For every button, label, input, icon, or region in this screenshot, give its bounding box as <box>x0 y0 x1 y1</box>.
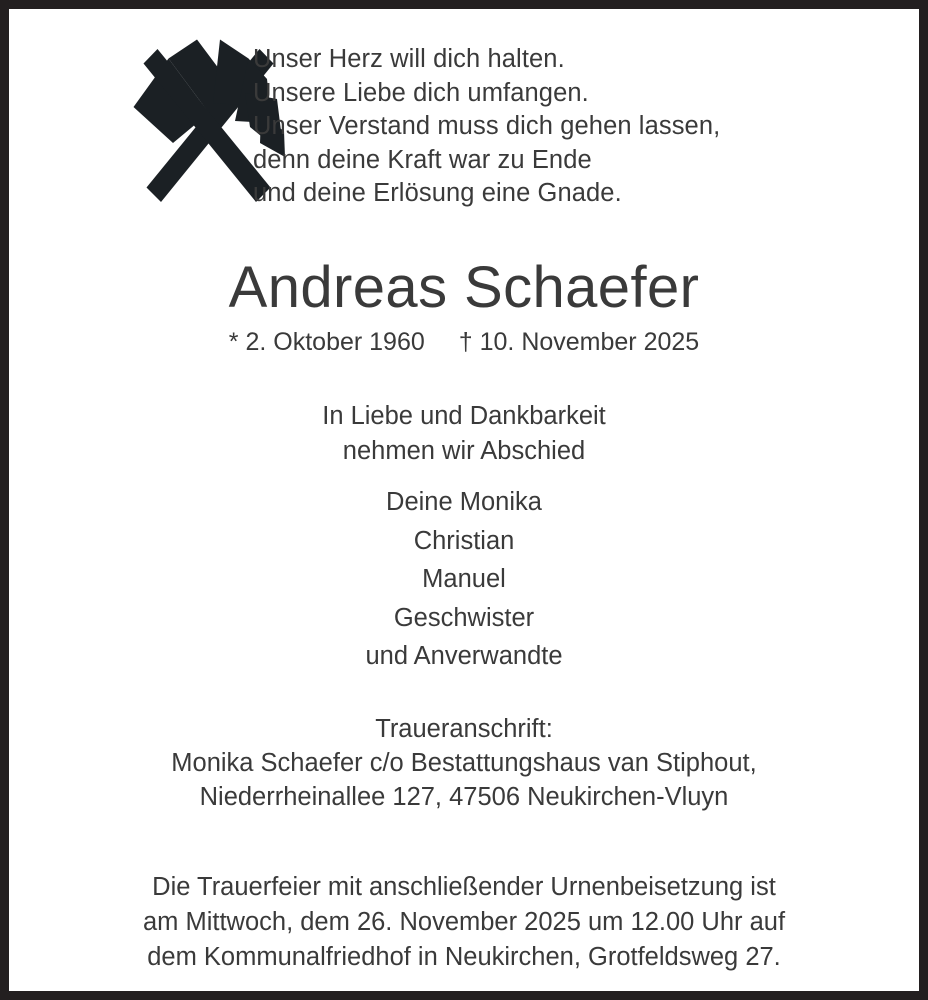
family-member: Manuel <box>422 565 506 593</box>
address-heading: Traueranschrift: <box>375 714 553 743</box>
mourning-address-block <box>9 712 919 814</box>
header-section <box>9 9 919 213</box>
address-line: Niederrheinallee 127, 47506 Neukirchen-Vluyn <box>199 782 729 811</box>
deceased-name-block <box>9 257 919 357</box>
deceased-name: Andreas Schaefer <box>228 255 700 320</box>
farewell-line: nehmen wir Abschied <box>342 437 586 465</box>
birth-date: * 2. Oktober 1960 <box>228 328 425 356</box>
family-member: Geschwister <box>393 603 535 632</box>
address-line: Monika Schaefer c/o Bestattungshaus van Stiphout, <box>171 748 757 777</box>
farewell-message <box>9 399 919 469</box>
verse-line: Unser Verstand muss dich gehen lassen, <box>253 112 721 140</box>
farewell-line: In Liebe und Dankbarkeit <box>322 402 606 430</box>
service-line: Die Trauerfeier mit anschließender Urnenbeisetzung ist <box>152 872 776 901</box>
notice-inner <box>9 9 919 991</box>
death-date: † 10. November 2025 <box>458 328 700 356</box>
family-member: und Anverwandte <box>365 642 563 670</box>
service-line: dem Kommunalfriedhof in Neukirchen, Grotfeldsweg 27. <box>147 942 781 971</box>
verse-line: denn deine Kraft war zu Ende <box>253 145 592 174</box>
funeral-service-details <box>9 870 919 975</box>
emblem-container <box>9 31 239 213</box>
family-members-list <box>9 483 919 676</box>
service-line: am Mittwoch, dem 26. November 2025 um 12.00 Uhr auf <box>142 907 786 936</box>
verse-line: Unsere Liebe dich umfangen. <box>253 78 589 107</box>
memorial-verse <box>239 31 919 211</box>
life-dates <box>9 327 919 357</box>
family-member: Deine Monika <box>386 488 542 516</box>
verse-line: Unser Herz will dich halten. <box>253 45 565 73</box>
family-member: Christian <box>413 526 515 555</box>
verse-line: und deine Erlösung eine Gnade. <box>253 179 622 207</box>
